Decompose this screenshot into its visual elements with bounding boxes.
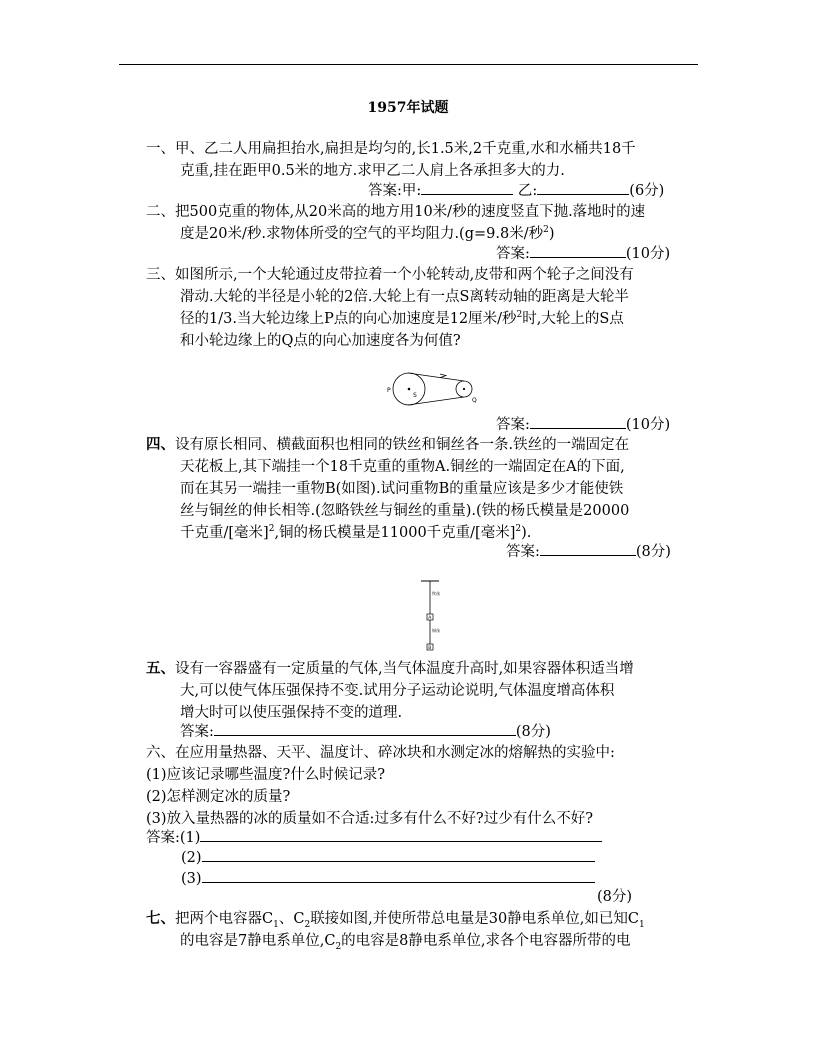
large-wheel-axle [408, 388, 411, 391]
pulley-belt-figure [380, 366, 480, 408]
q4-line-5: 千克重/[毫米]$^2$,铜的杨氏模量是11000千克重/[毫米]$^2$). [180, 524, 532, 541]
q6-answer-num-2: (2) [181, 850, 202, 866]
q5-line-1: 五、设有一容器盛有一定质量的气体,当气体温度升高时,如果容器体积适当增 [146, 660, 634, 677]
q3-line-2: 滑动.大轮的半径是小轮的2倍.大轮上有一点S离转动轴的距离是大轮半 [180, 289, 629, 305]
q1-score: (6分) [629, 183, 665, 199]
q3-answer-label: 答案: [496, 417, 530, 433]
q4-score: (8分) [635, 544, 671, 560]
q3-score: (10分) [625, 417, 671, 433]
q7-line-2: 的电容是7静电系单位$,C_2$的电容是8静电系单位,求各个电容器所带的电 [180, 933, 631, 952]
q3-line-1: 三、如图所示,一个大轮通过皮带拉着一个小轮转动,皮带和两个轮子之间没有 [146, 267, 634, 283]
q2-answer-label: 答案: [496, 246, 530, 262]
label-copper-wire: 铜丝 [432, 628, 440, 633]
q6-answer-row-2 [181, 847, 595, 869]
q6-sub-1: (1)应该记录哪些温度?什么时候记录? [146, 767, 386, 783]
label-a: A [428, 616, 432, 621]
q1-line-2: 克重,挂在距甲0.5米的地方.求甲乙二人肩上各承担多大的力. [180, 163, 565, 179]
q2-answer-blank[interactable] [530, 243, 626, 258]
q4-answer-row [506, 541, 671, 563]
q6-answer-row-3 [181, 868, 595, 890]
q6-answer-num-3: (3) [181, 871, 202, 887]
q1-answer-blank-jia[interactable] [421, 180, 513, 195]
belt-top [408, 373, 464, 381]
q4-answer-label: 答案: [506, 544, 540, 560]
q3-answer-row [496, 414, 670, 436]
q4-line-3: 而在其另一端挂一重物B(如图).试问重物B的重量应该是多少才能使铁 [180, 481, 624, 497]
q5-score: (8分) [515, 724, 551, 740]
q6-answer-label: 答案:(1) [146, 830, 201, 846]
label-p: P [387, 387, 391, 394]
q4-line-1: 四、设有原长相同、横截面积也相同的铁丝和铜丝各一条.铁丝的一端固定在 [146, 436, 630, 453]
q7-line-1: 七、把两个电容器$C_1$、$C_2$联接如图,并使所带总电量是30静电系单位,如已知$C_1$ [146, 910, 645, 930]
q5-line-3: 增大时可以使压强保持不变的道理. [180, 705, 403, 721]
label-q: Q [472, 397, 477, 404]
label-iron-wire: 铁丝 [432, 591, 440, 596]
q1-answer-label: 答案:甲: [368, 183, 422, 199]
q3-line-4: 和小轮边缘上的Q点的向心加速度各为何值? [180, 333, 461, 349]
q4-line-2: 天花板上,其下端挂一个18千克重的重物A.铜丝的一端固定在A的下面, [180, 459, 625, 475]
q6-answer-blank-2[interactable] [202, 847, 595, 862]
q4-answer-blank[interactable] [540, 541, 636, 556]
label-s: S [413, 392, 417, 399]
q6-line-1: 六、在应用量热器、天平、温度计、碎冰块和水测定冰的熔解热的实验中: [146, 745, 615, 761]
q6-sub-2: (2)怎样测定冰的质量? [146, 789, 291, 805]
small-wheel-axle [463, 388, 465, 390]
q1-answer-row [368, 180, 664, 202]
q6-answer-blank-3[interactable] [202, 868, 595, 883]
q2-score: (10分) [625, 246, 671, 262]
belt-direction-arrow [440, 374, 446, 378]
q5-line-2: 大,可以使气体压强保持不变.试用分子运动论说明,气体温度增高体积 [180, 683, 615, 699]
q6-score: (8分) [597, 889, 633, 905]
q3-line-3: 径的1/3.当大轮边缘上P点的向心加速度是12厘米/秒$^2$时,大轮上的S点 [180, 310, 624, 327]
q5-answer-label: 答案: [180, 724, 214, 740]
wires-figure [418, 578, 446, 658]
q1-answer-label-yi: 乙: [517, 183, 538, 199]
q1-line-1: 一、甲、乙二人用扁担抬水,扁担是均匀的,长1.5米,2千克重,水和水桶共18千 [146, 141, 636, 157]
header-rule [119, 64, 698, 65]
q6-answer-blank-1[interactable] [200, 827, 602, 842]
q3-answer-blank[interactable] [530, 414, 626, 429]
q2-line-2: 度是20米/秒.求物体所受的空气的平均阻力.(g=9.8米/秒$^2$) [180, 225, 555, 242]
q2-line-1: 二、把500克重的物体,从20米高的地方用10米/秒的速度竖直下抛.落地时的速 [146, 204, 646, 220]
page-title: 1957年试题 [367, 100, 449, 116]
q1-answer-blank-yi[interactable] [537, 180, 629, 195]
q6-sub-3: (3)放入量热器的冰的质量如不合适:过多有什么不好?过少有什么不好? [146, 811, 593, 827]
q4-line-4: 丝与铜丝的伸长相等.(忽略铁丝与铜丝的重量).(铁的杨氏模量是20000 [180, 503, 630, 519]
q5-answer-row [180, 721, 551, 743]
q6-answer-row-1 [146, 827, 602, 849]
label-b: B [428, 646, 432, 651]
q5-answer-blank[interactable] [214, 721, 516, 736]
q2-answer-row [496, 243, 670, 265]
